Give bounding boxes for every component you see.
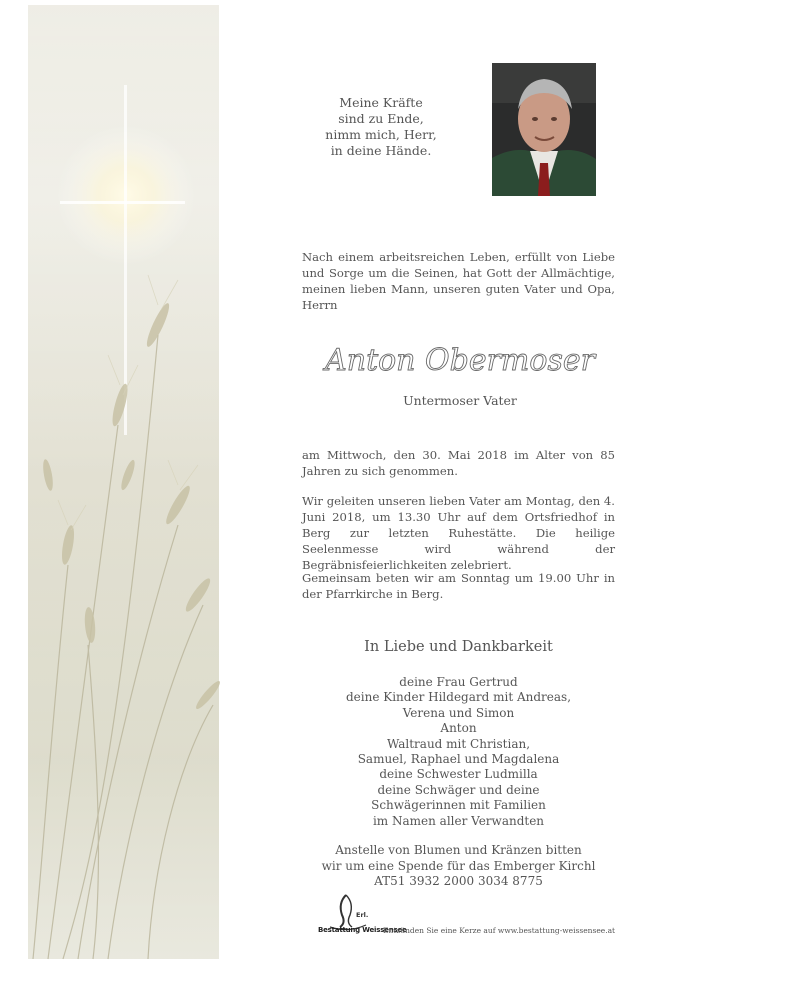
death-date-paragraph: am Mittwoch, den 30. Mai 2018 im Alter von 85 Jahren zu sich genommen. — [302, 448, 615, 478]
family-list: deine Frau Gertrud deine Kinder Hildegard mit Andreas, Verena und Simon Anton Waltraud mit Christian, Samuel, Raphael und Magdalena deine Schwester Ludmilla deine Schwäger und deine Schwägerinnen mit Familien im Namen aller Verwandten — [345, 675, 572, 828]
donation-note: Anstelle von Blumen und Kränzen bitten wir um eine Spende für das Emberger Kirchl AT51 3932 2000 3034 8775 — [321, 843, 596, 888]
portrait-photo — [492, 63, 596, 196]
logo-mark: Erl. — [356, 911, 369, 919]
intro-text: Nach einem arbeitsreichen Leben, erfüllt von Liebe und Sorge um die Seinen, hat Gott der Allmächtige, meinen lieben Mann, unseren guten Vater und Opa, Herrn — [302, 250, 615, 312]
funeral-paragraph: Wir geleiten unseren lieben Vater am Montag, den 4. Juni 2018, um 13.30 Uhr auf dem Ortsfriedhof in Berg zur letzten Ruhestätte. Die heilige Seelenmesse wird während der Begräbnisfeierlichkeiten zelebriert. — [302, 494, 615, 572]
prayer-paragraph: Gemeinsam beten wir am Sonntag um 19.00 Uhr in der Pfarrkirche in Berg. — [302, 571, 615, 601]
memorial-quote: Meine Kräfte sind zu Ende, nimm mich, Herr, in deine Hände. — [325, 95, 437, 158]
wheat-cross-image — [28, 5, 219, 959]
deceased-name: Anton Obermoser — [325, 343, 595, 378]
deceased-nickname: Untermoser Vater — [403, 393, 517, 408]
deceased-name-script — [325, 330, 595, 386]
logo-text: Bestattung Weissensee — [318, 926, 407, 934]
candle-link[interactable]: Entzünden Sie eine Kerze auf www.bestattung-weissensee.at — [383, 926, 616, 935]
thanks-heading: In Liebe und Dankbarkeit — [364, 639, 553, 655]
